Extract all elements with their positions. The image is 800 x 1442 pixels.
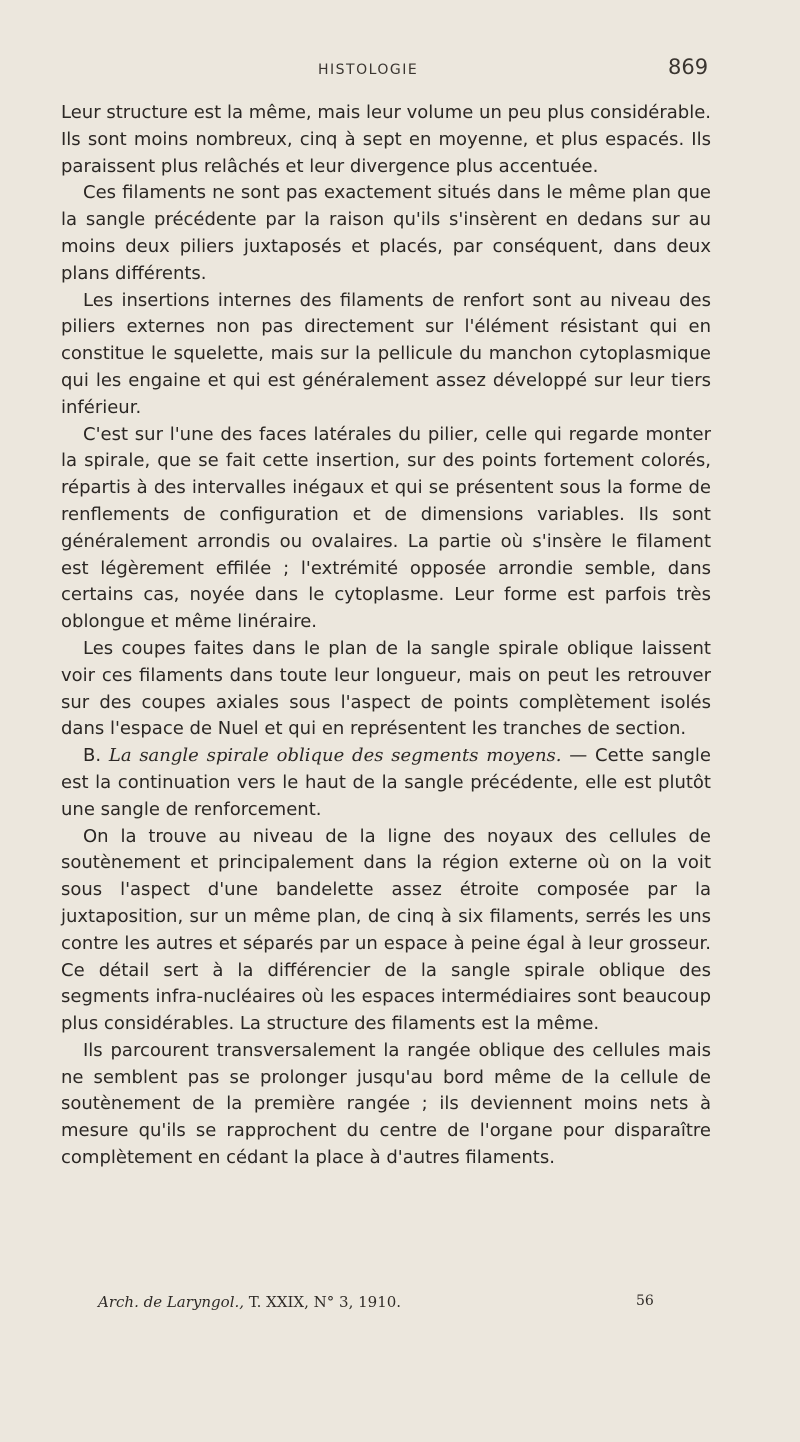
running-title: HISTOLOGIE	[318, 62, 419, 78]
paragraph: Les insertions internes des filaments de renfort sont au niveau des piliers externes non pas directement sur l'élément résistant qui en constitue le squelette, mais sur la pellicule du manchon cytoplasmique qui les engaine et qui est généralement assez développé sur leur tiers inférieur.	[61, 289, 711, 418]
citation-journal: Arch. de Laryngol.,	[98, 1293, 245, 1311]
page-header	[0, 50, 800, 90]
body-text	[61, 100, 711, 1172]
paragraph: C'est sur l'une des faces latérales du pilier, celle qui regarde monter la spirale, que se fait cette insertion, sur des points fortement colorés, répartis à des intervalles inégaux et qui se présentent sous la forme de renflements de configuration et de dimensions variables. Ils sont généralement arrondis ou ovalaires. La partie où s'insère le filament est légèrement effilée ; l'extrémité opposée arrondie semble, dans certains cas, noyée dans le cytoplasme. Leur forme est parfois très oblongue et même linéraire.	[61, 423, 711, 633]
section-b-paragraph	[61, 743, 711, 823]
footer-citation	[98, 1293, 401, 1311]
paragraph: Ces filaments ne sont pas exactement situés dans le même plan que la sangle précédente par la raison qu'ils s'insèrent en dedans sur au moins deux piliers juxtaposés et placés, par conséquent, dans deux plans différents.	[61, 182, 711, 284]
paragraph: Leur structure est la même, mais leur volume un peu plus considérable. Ils sont moins nombreux, cinq à sept en moyenne, et plus espacés. Ils paraissent plus relâchés et leur divergence plus accentuée.	[61, 102, 711, 177]
citation-details: T. XXIX, N° 3, 1910.	[244, 1293, 402, 1311]
signature-mark: 56	[636, 1293, 654, 1309]
paragraph: On la trouve au niveau de la ligne des noyaux des cellules de soutènement et principalement dans la région externe où on la voit sous l'aspect d'une bandelette assez étroite composée par la juxtaposition, sur un même plan, de cinq à six filaments, serrés les uns contre les autres et séparés par un espace à peine égal à leur grosseur. Ce détail sert à la différencier de la sangle spirale oblique des segments infra-nucléaires où les espaces intermédiaires sont beaucoup plus considérables. La structure des filaments est la même.	[61, 825, 711, 1035]
section-label: B.	[83, 745, 102, 767]
section-heading: La sangle spirale oblique des segments moyens.	[108, 745, 562, 767]
paragraph: Ils parcourent transversalement la rangée oblique des cellules mais ne semblent pas se prolonger jusqu'au bord même de la cellule de soutènement de la première rangée ; ils deviennent moins nets à mesure qu'ils se rapprochent du centre de l'organe pour disparaître complètement en cédant la place à d'autres filaments.	[61, 1039, 711, 1169]
page-footer	[0, 1293, 800, 1323]
paragraph: Les coupes faites dans le plan de la sangle spirale oblique laissent voir ces filaments dans toute leur longueur, mais on peut les retrouver sur des coupes axiales sous l'aspect de points complètement isolés dans l'espace de Nuel et qui en représentent les tranches de section.	[61, 637, 711, 740]
page-number: 869	[668, 55, 709, 79]
section-text: — Cette sangle est la continuation vers le haut de la sangle précédente, elle est plutôt une sangle de renforcement.	[61, 745, 711, 820]
